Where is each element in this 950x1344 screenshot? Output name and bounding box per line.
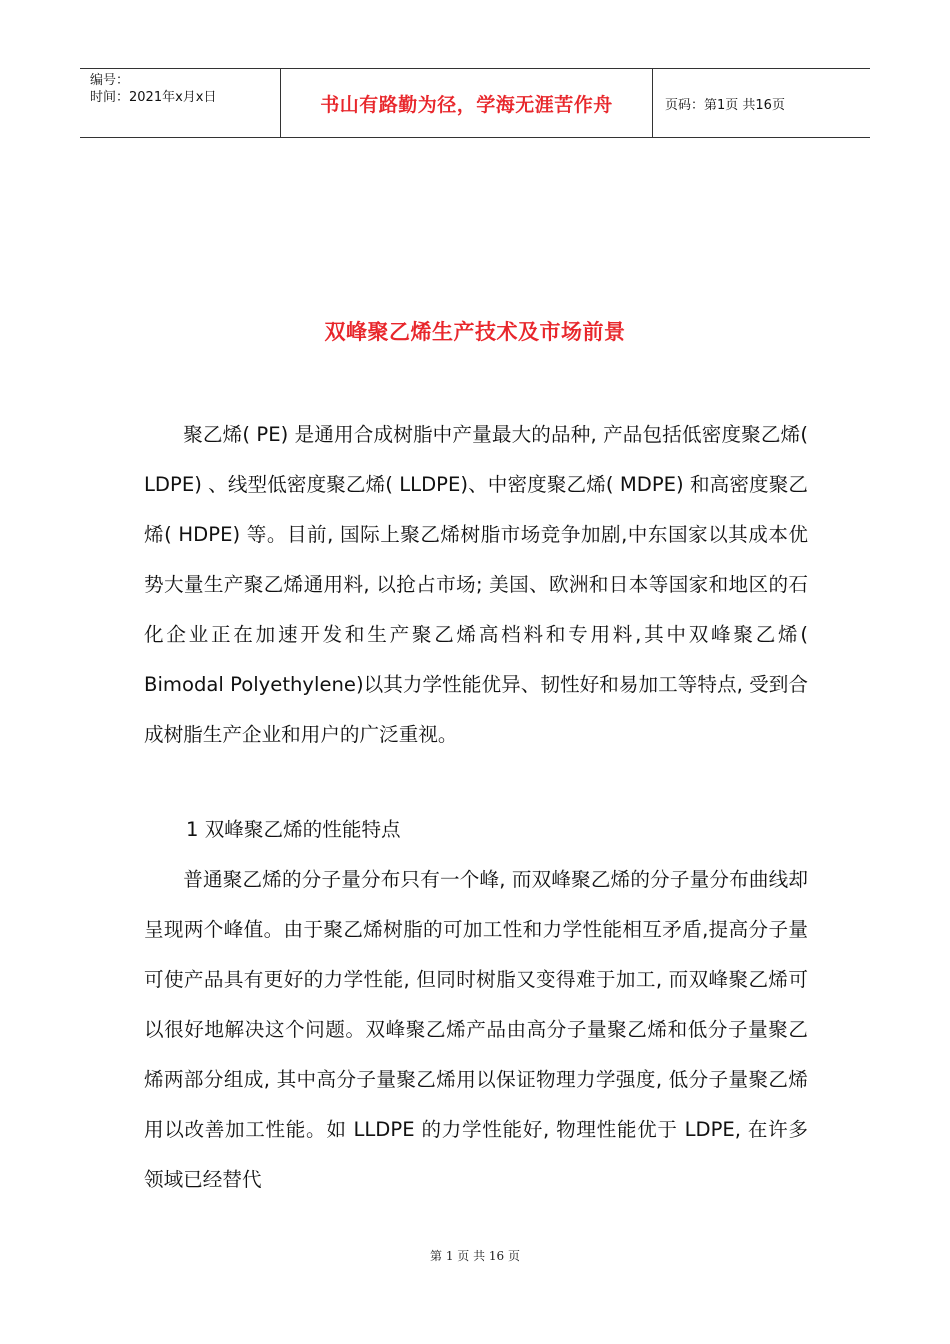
number-label: 编号： <box>90 73 130 88</box>
motto: 书山有路勤为径，学海无涯苦作舟 <box>320 93 613 116</box>
document-header <box>80 68 870 138</box>
page-info: 页码：第1页 共16页 <box>665 97 785 113</box>
header-page-info-cell <box>653 69 870 137</box>
header-meta <box>80 69 281 137</box>
header-motto-cell <box>281 69 653 137</box>
paragraph-intro: 聚乙烯( PE) 是通用合成树脂中产量最大的品种, 产品包括低密度聚乙烯( LDPE) 、线型低密度聚乙烯( LLDPE)、中密度聚乙烯( MDPE) 和高密度聚乙烯( HDPE) 等。目前, 国际上聚乙烯树脂市场竞争加剧,中东国家以其成本优势大量生产聚乙烯通用料, 以抢占市场; 美国、欧洲和日本等国家和地区的石化企业正在加速开发和生产聚乙烯高档料和专用料,其中双峰聚乙烯( Bimodal Polyethylene)以其力学性能优异、韧性好和易加工等特点, 受到合成树脂生产企业和用户的广泛重视。 <box>144 423 808 746</box>
paragraph-properties: 普通聚乙烯的分子量分布只有一个峰, 而双峰聚乙烯的分子量分布曲线却呈现两个峰值。由于聚乙烯树脂的可加工性和力学性能相互矛盾,提高分子量可使产品具有更好的力学性能, 但同时树脂又变得难于加工, 而双峰聚乙烯可以很好地解决这个问题。双峰聚乙烯产品由高分子量聚乙烯和低分子量聚乙烯两部分组成, 其中高分子量聚乙烯用以保证物理力学强度, 低分子量聚乙烯用以改善加工性能。如 LLDPE 的力学性能好, 物理性能优于 LDPE, 在许多领域已经替代 <box>144 868 808 1191</box>
section-heading: 1 双峰聚乙烯的性能特点 <box>186 818 401 841</box>
date-label: 时间：2021年x月x日 <box>90 90 217 105</box>
page-footer: 第 1 页 共 16 页 <box>430 1249 520 1263</box>
document-title: 双峰聚乙烯生产技术及市场前景 <box>324 320 626 344</box>
